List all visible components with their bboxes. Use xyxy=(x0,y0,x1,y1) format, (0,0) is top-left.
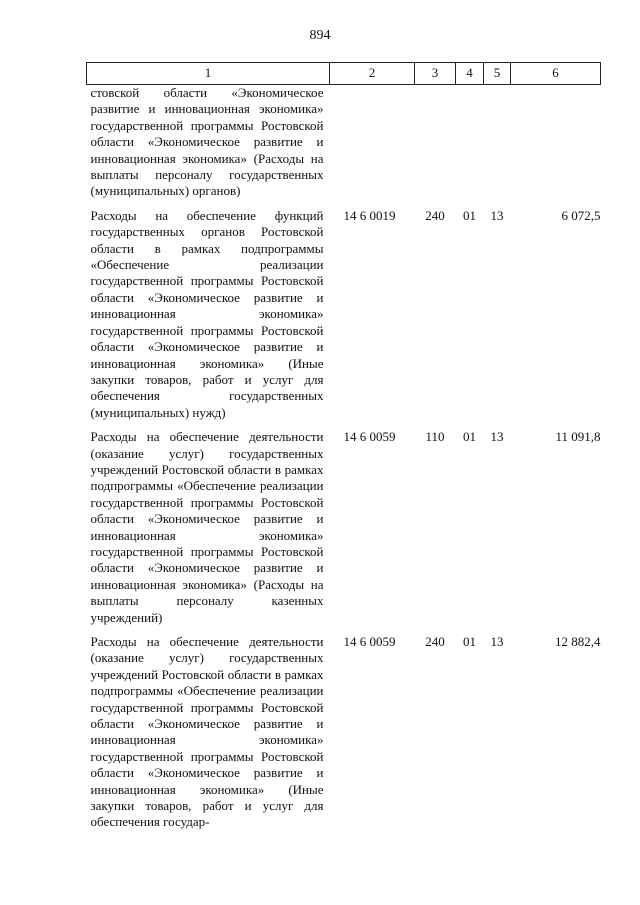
row-subsection: 13 xyxy=(490,634,504,649)
row-section: 01 xyxy=(463,429,476,445)
row-section: 01 xyxy=(463,634,476,649)
row-target-code: 14 6 0019 xyxy=(343,207,396,223)
column-header-3: 3 xyxy=(415,63,456,85)
column-header-4: 4 xyxy=(456,63,484,85)
row-target-code xyxy=(330,85,415,208)
row-expense-type: 240 xyxy=(425,207,445,223)
budget-table xyxy=(86,62,601,831)
table-row xyxy=(87,85,601,208)
row-subsection xyxy=(484,85,511,208)
column-header-5: 5 xyxy=(484,63,511,85)
table-row xyxy=(87,634,601,831)
row-expense-type: 240 xyxy=(425,634,445,649)
row-section: 01 xyxy=(463,207,476,223)
row-expense-type xyxy=(415,85,456,208)
column-header-6: 6 xyxy=(511,63,601,85)
row-subsection: 13 xyxy=(490,207,504,223)
row-section xyxy=(456,85,484,208)
row-description: Расходы на обеспечение деятельности (оказание услуг) государственных учреждений Ростовской области в рамках подпрограммы «Обеспечение реализации государственной программы Ростовской области «Экономическое развитие и инновационная экономика» государственной программы Ростовской области «Экономическое развитие и инновационная экономика» (Расходы на выплаты персоналу казенных учреждений) xyxy=(90,429,324,625)
row-description: Расходы на обеспечение функций государственных органов Ростовской области в рамках подпрограммы «Обеспечение реализации государственной программы Ростовской области «Экономическое развитие и инновационная экономика» государственной программы Ростовской области «Экономическое развитие и инновационная экономика» (Иные закупки товаров, работ и услуг для обеспечения государственных (муниципальных) нужд) xyxy=(90,207,324,420)
table-header-row xyxy=(87,63,601,85)
table-row xyxy=(87,208,601,429)
column-header-2: 2 xyxy=(330,63,415,85)
page-number: 894 xyxy=(309,28,331,43)
table-row xyxy=(87,429,601,634)
row-amount: 12 882,4 xyxy=(555,634,601,649)
row-amount: 6 072,5 xyxy=(561,207,601,223)
row-amount xyxy=(511,85,601,208)
row-amount: 11 091,8 xyxy=(555,429,601,445)
column-header-1: 1 xyxy=(87,63,330,85)
row-description: Расходы на обеспечение деятельности (оказание услуг) государственных учреждений Ростовской области в рамках подпрограммы «Обеспечение реализации государственной программы Ростовской области «Экономическое развитие и инновационная экономика» государственной программы Ростовской области «Экономическое развитие и инновационная экономика» (Иные закупки товаров, работ и услуг для обеспечения государ- xyxy=(90,634,324,830)
row-description: стовской области «Экономическое развитие и инновационная экономика» государственной программы Ростовской области «Экономическое развитие и инновационная экономика» (Расходы на выплаты персоналу государственных (муниципальных) органов) xyxy=(90,85,324,199)
row-expense-type: 110 xyxy=(425,429,445,445)
row-target-code: 14 6 0059 xyxy=(343,634,396,649)
row-subsection: 13 xyxy=(490,429,504,445)
row-target-code: 14 6 0059 xyxy=(343,429,396,445)
